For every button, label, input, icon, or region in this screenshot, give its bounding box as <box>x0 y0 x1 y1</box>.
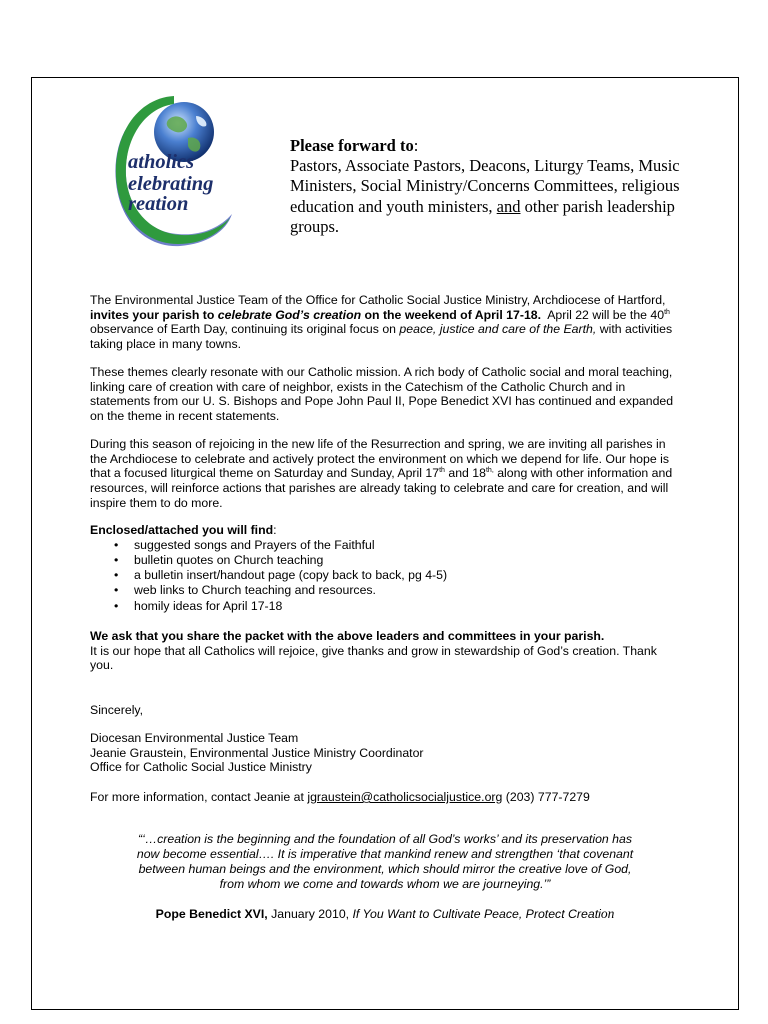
contact-email-link[interactable]: jgraustein@catholicsocialjustice.org <box>307 790 503 804</box>
signature-coordinator: Jeanie Graustein, Environmental Justice Ministry Coordinator <box>90 745 424 760</box>
ask-rest: It is our hope that all Catholics will rejoice, give thanks and grow in stewardship of God’s creation. Thank you. <box>90 643 657 673</box>
contact-phone: (203) 777-7279 <box>505 790 590 804</box>
forward-recipients: Pastors, Associate Pastors, Deacons, Liturgy Teams, Music Ministers, Social Ministry/Concerns Committees, religious education and youth ministers, <box>290 156 680 216</box>
signature-office: Office for Catholic Social Justice Ministry <box>90 760 312 775</box>
enclosed-heading: Enclosed/attached you will find: <box>90 523 277 537</box>
quote-citation: Pope Benedict XVI, January 2010, If You Want to Cultivate Peace, Protect Creation <box>155 906 615 921</box>
list-item: • suggested songs and Prayers of the Faithful <box>90 538 680 553</box>
list-item: • a bulletin insert/handout page (copy back to back, pg 4-5) <box>90 568 680 583</box>
logo-line-creation: reation <box>128 193 189 215</box>
signature-team: Diocesan Environmental Justice Team <box>90 731 299 745</box>
ask-bold: We ask that you share the packet with the above leaders and committees in your parish. <box>90 629 605 643</box>
paragraph-invitation: The Environmental Justice Team of the Office for Catholic Social Justice Ministry, Archdiocese of Hartford, invites your parish to celebrate God’s creation on the weekend of April 17-18. April 22 will be the 40th observance of Earth Day, continuing its original focus on peace, justice and care of the Earth, with activities taking place in many towns. <box>90 293 673 352</box>
citation-author: Pope Benedict XVI, <box>155 907 268 921</box>
list-item: • web links to Church teaching and resources. <box>90 583 680 598</box>
paragraph-season: During this season of rejoicing in the new life of the Resurrection and spring, we are inviting all parishes in the Archdiocese to celebrate and actively protect the environment on which we depend for life. Our hope is that a focused liturgical theme on Saturday and Sunday, April 17th and $18^{th,}$ along with other information and resources, will reinforce actions that parishes are already taking to celebrate and care for creation, and will inspire them to do more. <box>90 437 673 510</box>
list-item: • bulletin quotes on Church teaching <box>90 553 680 568</box>
paragraph-catholic-mission: These themes clearly resonate with our Catholic mission. A rich body of Catholic social and moral teaching, linking care of creation with care of neighbor, exists in the Catechism of the Catholic Church and in statements from our U. S. Bishops and Pope John Paul II, Pope Benedict XVI has continued and expanded on the theme in recent statements. <box>90 365 674 424</box>
paragraph-ask <box>90 629 680 673</box>
logo-line-celebrating: elebrating <box>128 173 214 195</box>
enclosed-list <box>90 538 680 614</box>
citation-title: If You Want to Cultivate Peace, Protect Creati <box>352 907 601 921</box>
forward-label: Please forward to <box>290 136 414 155</box>
pope-quote: “‘…creation is the beginning and the foundation of all God’s works’ and its preservation has now become essential…. It is imperative that mankind renew and strengthen ‘that covenant between human beings and the environment, which should mirror the creative love of God, from whom we come and towards whom we are journeying.’” <box>136 832 634 891</box>
enclosed-section <box>90 523 680 614</box>
logo-line-catholics: atholics <box>128 151 195 173</box>
forward-and-underlined: and <box>496 196 521 216</box>
forward-recipients-end: other parish leadership groups. <box>290 196 675 236</box>
list-item: • homily ideas for April 17-18 <box>90 599 680 614</box>
forward-to-block: Please forward to: Pastors, Associate Pastors, Deacons, Liturgy Teams, Music Ministers, Social Ministry/Concerns Committees, religious education and youth ministers, and other parish leadership groups. <box>290 136 680 236</box>
citation-date: January 2010, <box>271 907 350 921</box>
signature-block <box>90 731 680 775</box>
sincerely: Sincerely, <box>90 703 144 717</box>
catholics-celebrating-creation-logo <box>110 94 240 252</box>
contact-line: For more information, contact Jeanie at jgraustein@catholicsocialjustice.org (203) 777-7279 <box>90 790 590 804</box>
